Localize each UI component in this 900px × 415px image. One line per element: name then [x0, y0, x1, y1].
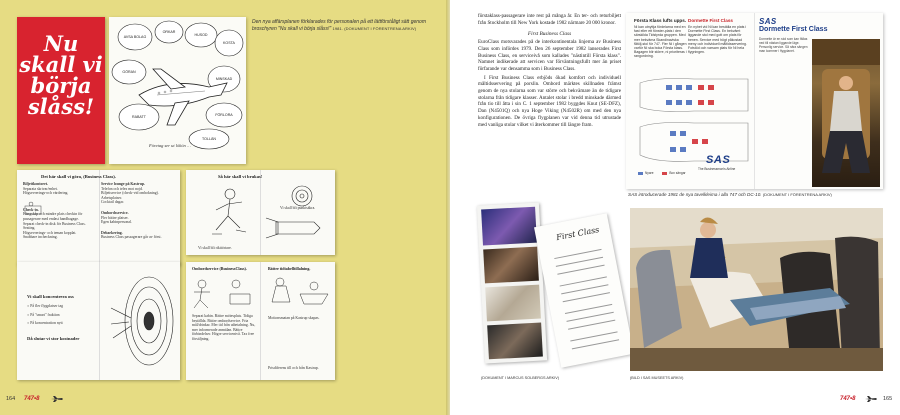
legend-label-a: Nyare	[645, 171, 654, 176]
sas-title-line-1: SAS	[759, 17, 777, 26]
booklet-3-item-3: ○ På koncentration nytt	[27, 321, 63, 326]
page-number-right: 165	[883, 396, 893, 402]
caption-sas-text: SAS introducerade 1981 de nya tavelkleima i alla 747 och DC-10.	[628, 192, 762, 197]
article-column	[478, 13, 621, 128]
booklet-3-item-1: ○ På fler flygplatser tag	[27, 304, 64, 308]
red-poster-nu-skall-vi-borja-slass	[17, 17, 105, 164]
caption-cabin-credit: (BILD I SAS MUSEETS ARKIV)	[630, 376, 684, 380]
booklet-4-left-text: Separat kabin. Bättre mötesplats. Tidiga beställda. Bättre ombordservice. Fria mål/drinkar. Mer tid från utbetalning. Nu, mer informerade anmälan. Bättre förbindelser. Högre servicenivå. Tax free försäljning.	[192, 314, 256, 341]
red-poster-line-2: skall vi	[19, 52, 103, 77]
airplane-icon-right	[864, 395, 878, 402]
booklet-4-bottom-text: Prisdiferens till och från Kastrup.	[268, 366, 319, 370]
legend-swatch-blue	[638, 172, 643, 175]
dormette-seat-photo	[812, 39, 880, 187]
red-poster-line-3: börja	[30, 73, 92, 98]
article-heading-first-business-class: First Business Class	[527, 31, 572, 38]
bubble-label-2: ORKAR	[162, 30, 176, 34]
brochure-mid-title: Dormette First Class	[688, 18, 733, 23]
photo-caption-brochure	[252, 19, 436, 32]
page-number-left: 164	[6, 396, 16, 402]
article-paragraph-1: förstaklass-passagerare inte rest på många år. En ter- och returbiljett från Stockholm till New York kostade 1982 närmare 20 000 kronor.	[478, 13, 621, 26]
photo-strip-image-1	[481, 207, 537, 246]
booklet-4-mid-text: Motionsmatan på Kastrup skapas.	[268, 316, 320, 320]
caption-text: Den nya affärsplanen förklarades för personalen på ett lättförståligt sätt genom broschyren "Nu skall vi börja slåss!"	[252, 19, 426, 32]
book-logo-right: 747•8	[840, 396, 856, 402]
article-paragraph-3: I First Business Class erbjöds ökad komfort och individuell måltidsservering på porslin. Ombord märktes skillnaden främst genom de nya stolarna som var större och bekvämare än de tidigare stolarna från tidigare klasser. Antalet stolar i bredd minskade därmed från tio till åtta i sin C. 1 september 1982 byggdes Knut (SE-DFZ), Dan (N4501Q) och nya Hoge Viking (N4502R) om med den nya konfigurationen. De övriga flygplanen var vid denna tid utrustade med vanliga stolar vilket vi återkommer till längre fram.	[478, 74, 621, 128]
sas-dormette-title	[759, 17, 827, 34]
booklet-3-list	[27, 304, 95, 326]
red-poster-line-1: Nu	[43, 31, 79, 56]
booklet-so-here-we-work	[186, 170, 335, 255]
caption-menu-credit: (DOKUMENT I MARCUS SOLBERGS ARKIV)	[481, 376, 559, 380]
article-paragraph-2: EuroClass motsvarades på de interkontinentala linjerna av Business Class som infördes 1979. Den 26 september 1982 lanserades First Business Class, en serviceivå som kallades "nästintill Första klass". Namnet indikerade att servicen var förväntningsfullt mer än priset förfarande var densamma som i Business Class.	[478, 39, 621, 72]
photo-strip-image-3	[485, 285, 541, 322]
brochure-mid-text: En nyhet vid Ni kan beställa en plats i Dormette First Class. En bekvämt liggande stol med gott om plats för benen. Service med högt påkostad meny och individuell måltidsservering. Fotstöd och varsam plats för Ni hela flygningen.	[688, 25, 747, 55]
sas-dormette-description: Dormette är en stol som kan fällas ned till nästan liggande läge. Personlig service. Så nära sängen man kommer i flygplanet.	[759, 37, 808, 53]
bubble-label-7: RABATT	[132, 115, 146, 119]
first-business-class-cabin-photo	[630, 208, 883, 371]
cabin-photo-image	[630, 208, 883, 371]
bubble-label-3: HUSOD	[194, 33, 208, 37]
booklet-4-title-right: Bättre tidtabelltillalning.	[268, 266, 311, 271]
booklet-3-footer: Då slutar vi stor kostnader	[27, 336, 80, 341]
brochure-left-title: Första Klass lufts upps.	[634, 18, 687, 23]
booklet-4-passenger-sketches	[190, 274, 332, 314]
bubble-label-1: AVSA BOLAG	[123, 35, 147, 39]
bubble-label-5: GÖRAN	[122, 70, 136, 74]
booklet-2-title: Så här skall vi brukas!	[218, 174, 263, 179]
booklet-business-class-plan	[17, 170, 180, 265]
booklet-2-caption-right: Vi skall bli punktsäkra.	[280, 206, 316, 210]
red-poster-line-4: slåss!	[27, 94, 95, 119]
booklet-3-heading: Vi skall koncentrera oss	[27, 294, 74, 299]
seat-map-legend	[638, 171, 688, 175]
sas-title-line-2: Dormette First Class	[759, 26, 828, 33]
brochure-left-text: Ni kan utnyttja fördelarna med en fast eller ett fönster-plats i den särskilda Tidstyrda gruppen. Med mer bekväma Skandinaviska fåtölj-stol för 747. Fler Ni i gången varför Ni ska boka Första klass. Bagagen blir större, ni prioriteras i rangordning.	[634, 25, 687, 59]
airplane-cartoon-illustration	[109, 17, 246, 164]
sas-dormette-brochure	[626, 13, 883, 189]
booklet-2-runner-and-target-sketch	[192, 182, 332, 244]
booklet-3-jet-engine-sketch	[109, 268, 177, 374]
booklet-1-check-in-sketch	[23, 200, 45, 216]
bubble-label-6: MINSKAD	[215, 77, 233, 81]
bubble-label-4: KOSTA	[223, 41, 235, 45]
book-logo-left: 747•8	[24, 396, 40, 402]
booklet-1-right-column: Service lounge på Kastrup. Telefon och telex mot nojd. Biljettservice (check-vid ombokning). Arbetsplatser. Cocktail dagar. Ombordsservice. Fler bättre platser. Egen kabinpersonal. Debarkering. Business Class passagerare går av först.	[101, 182, 162, 240]
menu-card-title: First Class	[555, 225, 600, 243]
airplane-icon-left	[50, 395, 64, 402]
booklet-1-title: Det här skall vi göra, (Business Class).	[41, 174, 116, 179]
legend-label-b: Box sängar	[669, 171, 686, 176]
booklet-4-title-left: Ombordservice (BusinessClass).	[192, 266, 247, 271]
bubble-label-9: TOLLÄN	[202, 137, 216, 141]
photo-caption-sas	[628, 192, 832, 197]
sas-logo-tagline: The Businessman's Airline	[698, 167, 736, 171]
photo-strip-image-4	[487, 323, 543, 360]
booklet-concentrate	[17, 262, 180, 380]
sas-logo: SAS	[706, 154, 731, 166]
dormette-passenger-image	[812, 39, 880, 187]
booklet-3-item-2: ○ På "smart" fraktion	[27, 312, 60, 317]
cartoon-caption: Företag ser ut lökön …	[149, 143, 191, 148]
booklet-onboard-service	[186, 262, 335, 380]
photo-strip-image-2	[483, 247, 539, 284]
seat-map-diagrams	[636, 75, 752, 167]
caption-sas-credit: (DOKUMENT I FÖRENTRENA ARKIV)	[762, 192, 832, 197]
legend-swatch-red	[662, 172, 667, 175]
bubble-label-8: FÖRLORA	[215, 113, 233, 117]
caption-credit: 1981. (DOKUMENT I FÖRENTRENA ARKIV)	[332, 25, 417, 31]
booklet-2-caption-left: Vi skall bli rikttörtare.	[198, 246, 232, 250]
booklet-1-left-column: Biljettkontoret. Separata skrivar/enhet. Högsevrerings-och värdering. Check-in. Hängskåp och mindre plats checkin för passagerare med endast handbagage. Separat check-in disk för Business Class. Seating. Högsevrerings- och teman kopplat. Snabbare incheckning.	[23, 182, 86, 240]
airplane-cartoon-drawing	[109, 17, 246, 164]
